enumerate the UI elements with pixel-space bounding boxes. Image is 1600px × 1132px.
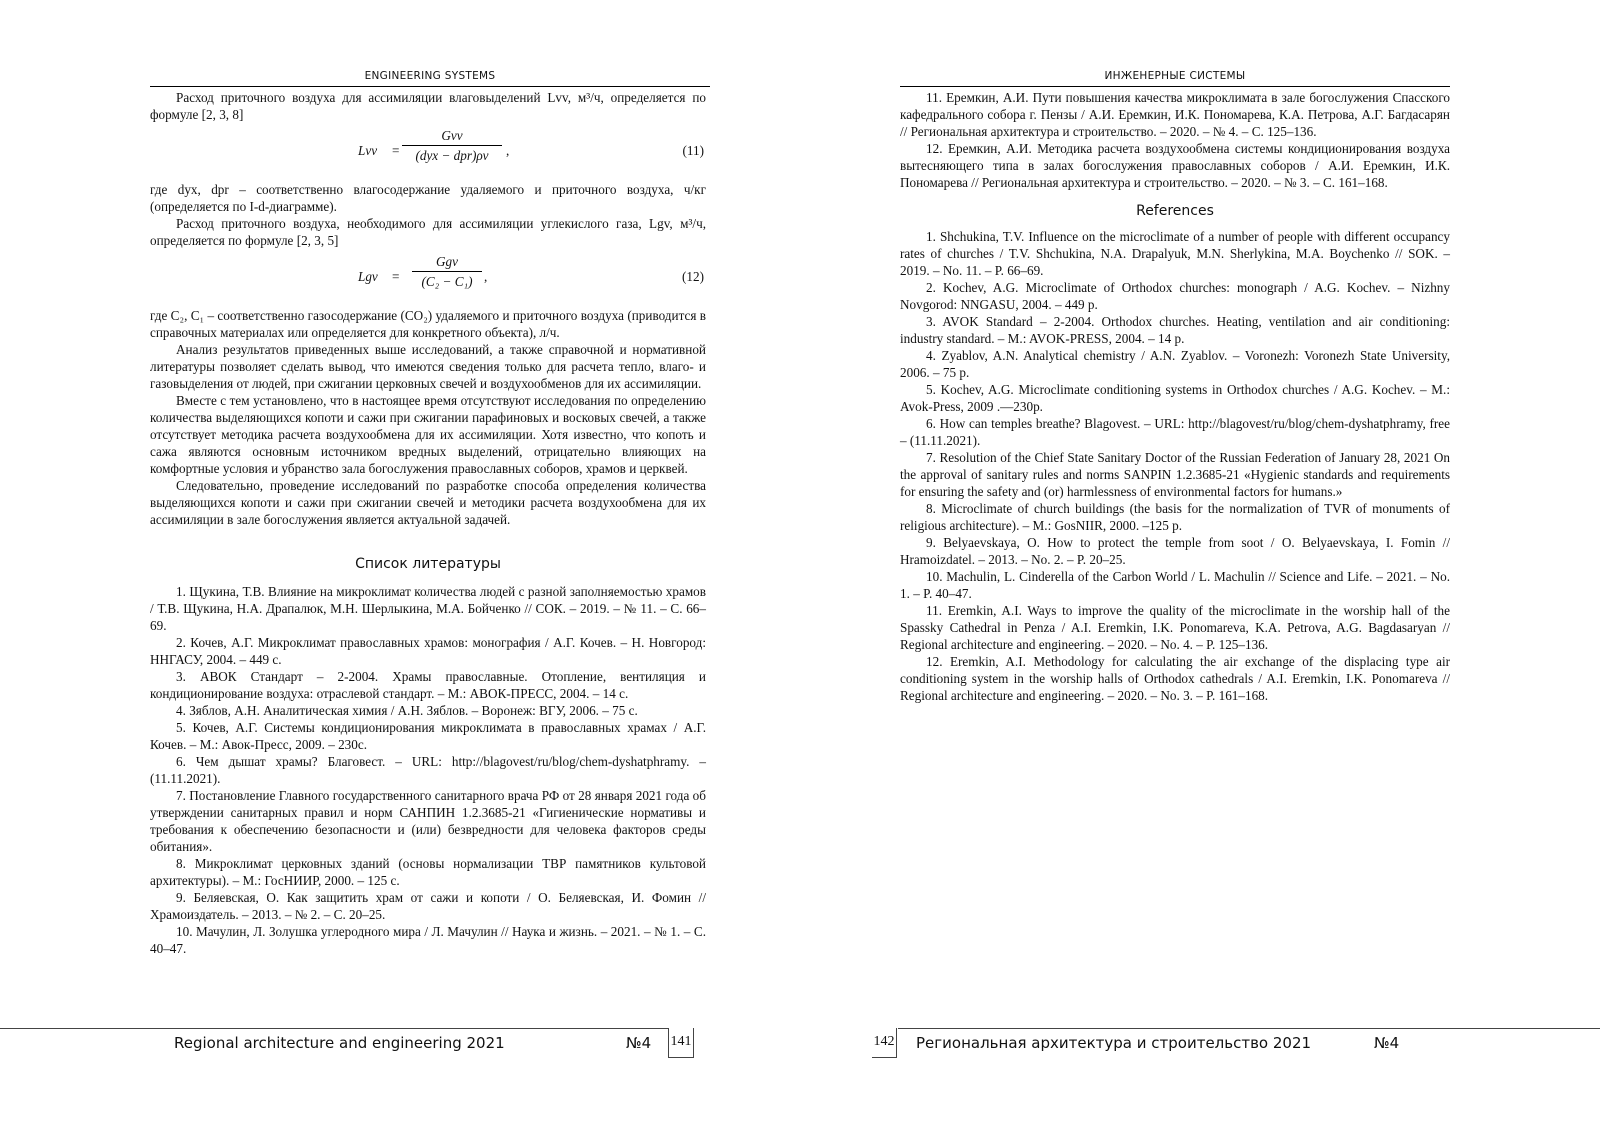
reference-item: 10. Мачулин, Л. Золушка углеродного мира / Л. Мачулин // Наука и жизнь. – 2021. – № 1. – С. 40–47. — [150, 924, 706, 956]
footer-journal-title: Regional architecture and engineering 2021 — [174, 1034, 505, 1052]
reference-item: 3. AVOK Standard – 2-2004. Orthodox churches. Heating, ventilation and air conditioning: industry standard. – M.: AVOK-PRESS, 2004. – 14 p. — [900, 314, 1450, 346]
formula-comma: , — [506, 143, 510, 158]
reference-item: 7. Постановление Главного государственного санитарного врача РФ от 28 января 2021 года об утверждении санитарных правил и норм САНПИН 1.2.3685-21 «Гигиенические нормативы и требования к обеспечению безопасности и (или) безвредности для человека факторов среды обитания». — [150, 788, 706, 854]
reference-item: 5. Kochev, A.G. Microclimate conditioning systems in Orthodox churches / A.G. Kochev. – M.: Avok-Press, 2009 .—230p. — [900, 382, 1450, 414]
reference-item: 5. Кочев, А.Г. Системы кондиционирования микроклимата в православных храмах / А.Г. Кочев. – М.: Авок-Пресс, 2009. – 230с. — [150, 720, 706, 752]
reference-item: 1. Shchukina, T.V. Influence on the microclimate of a number of people with different occupancy rates of churches / T.V. Shchukina, N.A. Drapalyuk, M.N. Sherlykina, M.A. Boychenko // SOK. – 2019. – No. 11. – P. 66–69. — [900, 229, 1450, 278]
body-text — [900, 89, 1450, 704]
footer-rule — [898, 1028, 1600, 1029]
reference-item: 3. АВОК Стандарт – 2-2004. Храмы православные. Отопление, вентиляция и кондиционирование воздуха: отраслевой стандарт. – М.: АВОК-ПРЕСС, 2004. – 14 с. — [150, 669, 706, 701]
equation-number: (11) — [682, 143, 704, 158]
reference-item: 9. Беляевская, О. Как защитить храм от сажи и копоти / О. Беляевская, И. Фомин // Храмоиздатель. – 2013. – № 2. – С. 20–25. — [150, 890, 706, 922]
formula-12 — [150, 253, 706, 303]
formula-denominator: (dyx − dpr)ρv — [415, 148, 489, 163]
reference-item: 2. Кочев, А.Г. Микроклимат православных храмов: монография / А.Г. Кочев. – Н. Новгород: ННГАСУ, 2004. – 449 с. — [150, 635, 706, 667]
footer-issue-number: №4 — [1374, 1034, 1400, 1052]
references-title: References — [1136, 203, 1214, 219]
header-rule — [150, 86, 710, 87]
reference-item: 11. Eremkin, A.I. Ways to improve the quality of the microclimate in the worship hall of the Spassky Cathedral in Penza / A.I. Eremkin, I.K. Ponomareva, K.A. Petrova, A.G. Bagdasaryan // Regional architecture and engineering. – 2020. – No. 4. – P. 125–136. — [900, 603, 1450, 652]
equation-number: (12) — [682, 269, 704, 284]
page-number: 142 — [872, 1028, 897, 1058]
reference-item: 2. Kochev, A.G. Microclimate of Orthodox churches: monograph / A.G. Kochev. – Nizhny Novgorod: NNGASU, 2004. – 449 p. — [900, 280, 1450, 312]
formula-comma: , — [484, 269, 488, 284]
formula-lhs: Lgv — [358, 269, 378, 284]
reference-item: 8. Microclimate of church buildings (the basis for the normalization of TVR of monuments of religious architecture). – M.: GosNIIR, 2000. –125 p. — [900, 501, 1450, 533]
header-rule — [900, 86, 1450, 87]
reference-item: 12. Eremkin, A.I. Methodology for calculating the air exchange of the displacing type air conditioning system in the worship halls of Orthodox cathedrals / A.I. Eremkin, I.K. Ponomareva // Regional architecture and engineering. – 2020. – No. 3. – P. 161–168. — [900, 654, 1450, 703]
reference-item: 8. Микроклимат церковных зданий (основы нормализации ТВР памятников культовой архитектуры). – М.: ГосНИИР, 2000. – 125 с. — [150, 856, 706, 888]
reference-item: 4. Зяблов, А.Н. Аналитическая химия / А.Н. Зяблов. – Воронеж: ВГУ, 2006. – 75 с. — [176, 703, 638, 718]
reference-item: 12. Еремкин, А.И. Методика расчета воздухообмена системы кондиционирования воздуха вытесняющего типа в залах богослужения православных соборов / А.И. Еремкин, И.К. Пономарева // Региональная архитектура и строительство. – 2020. – № 3. – С. 161–168. — [900, 141, 1450, 190]
reference-item: 9. Belyaevskaya, O. How to protect the temple from soot / O. Belyaevskaya, I. Fomin // Hramoizdatel. – 2013. – No. 2. – P. 20–25. — [900, 535, 1450, 567]
reference-item: 6. Чем дышат храмы? Благовест. – URL: http://blagovest/ru/blog/chem-dyshatphramy. – (11.11.2021). — [150, 754, 706, 786]
footer-rule — [0, 1028, 668, 1029]
paragraph: Анализ результатов приведенных выше исследований, а также справочной и нормативной литературы позволяет сделать вывод, что имеются сведения только для расчета тепло, влаго- и газовыделения от людей, при сжигании церковных свечей и воздухообменов для их ассимиляции. — [150, 342, 706, 391]
reference-item: 1. Щукина, Т.В. Влияние на микроклимат количества людей с разной заполняемостью храмов / Т.В. Щукина, Н.А. Драпалюк, М.Н. Шерлыкина, М.А. Бойченко // СОК. – 2019. – № 11. – С. 66–69. — [150, 584, 706, 633]
body-text — [150, 89, 706, 957]
reference-item: 10. Machulin, L. Cinderella of the Carbon World / L. Machulin // Science and Life. – 2021. – No. 1. – P. 40–47. — [900, 569, 1450, 601]
page-number: 141 — [668, 1028, 694, 1058]
references-title: Список литературы — [355, 556, 501, 572]
reference-item: 11. Еремкин, А.И. Пути повышения качества микроклимата в зале богослужения Спасского кафедрального собора г. Пензы / А.И. Еремкин, И.К. Пономарева, К.А. Петрова, А.Г. Багдасарян // Региональная архитектура и строительство. – 2020. – № 4. – С. 125–136. — [900, 90, 1450, 139]
formula-numerator: Ggv — [412, 253, 482, 272]
formula-numerator: Gvv — [402, 127, 502, 146]
running-header: ИНЖЕНЕРНЫЕ СИСТЕМЫ — [1104, 70, 1246, 82]
formula-fraction — [402, 127, 502, 164]
reference-item: 7. Resolution of the Chief State Sanitary Doctor of the Russian Federation of January 28, 2021 On the approval of sanitary rules and norms SANPIN 1.2.3685-21 «Hygienic standards and requirements for ensuring the safety and (or) harmlessness of environmental factors for humans.» — [900, 450, 1450, 499]
formula-denominator: (C₂ − C₁) — [421, 274, 473, 289]
footer-issue-number: №4 — [626, 1034, 652, 1052]
left-page — [0, 0, 760, 1132]
reference-item: 6. How can temples breathe? Blagovest. – URL: http://blagovest/ru/blog/chem-dyshatphramy, free – (11.11.2021). — [900, 416, 1450, 448]
paragraph: где dyx, dpr – соответственно влагосодержание удаляемого и приточного воздуха, ч/кг (определяется по I-d-диаграмме). — [150, 182, 706, 214]
right-page — [780, 0, 1600, 1132]
reference-item: 4. Zyablov, A.N. Analytical chemistry / A.N. Zyablov. – Voronezh: Voronezh State University, 2006. – 75 p. — [900, 348, 1450, 380]
paragraph: где C₂, C₁ – соответственно газосодержание (CO₂) удаляемого и приточного воздуха (приводится в справочных материалах или определяется для конкретного объекта), л/ч. — [150, 308, 706, 340]
footer-journal-title: Региональная архитектура и строительство 2021 — [916, 1034, 1312, 1052]
paragraph: Расход приточного воздуха для ассимиляции влаговыделений Lvv, м³/ч, определяется по формуле [2, 3, 8] — [150, 90, 706, 122]
running-header: ENGINEERING SYSTEMS — [364, 70, 496, 82]
formula-fraction — [412, 253, 482, 290]
formula-lhs: Lvv — [358, 143, 378, 158]
formula-11 — [150, 127, 706, 177]
paragraph: Вместе с тем установлено, что в настоящее время отсутствуют исследования по определению количества выделяющихся копоти и сажи при сжигании парафиновых и восковых свечей, а также отсутствует методика расчета воздухообмена для их ассимиляции. Хотя известно, что копоть и сажа являются основным источником вредных выделений, отрицательно влияющих на комфортные условия и убранство зала богослужения православных соборов, храмов и церквей. — [150, 393, 706, 476]
formula-equals: = — [392, 269, 400, 284]
paragraph: Следовательно, проведение исследований по разработке способа определения количества выделяющихся копоти и сажи при сжигании свечей и методики расчета воздухообмена для их ассимиляции в зале богослужения является актуальной задачей. — [150, 478, 706, 527]
paragraph: Расход приточного воздуха, необходимого для ассимиляции углекислого газа, Lgv, м³/ч, определяется по формуле [2, 3, 5] — [150, 216, 706, 248]
formula-equals: = — [392, 143, 400, 158]
